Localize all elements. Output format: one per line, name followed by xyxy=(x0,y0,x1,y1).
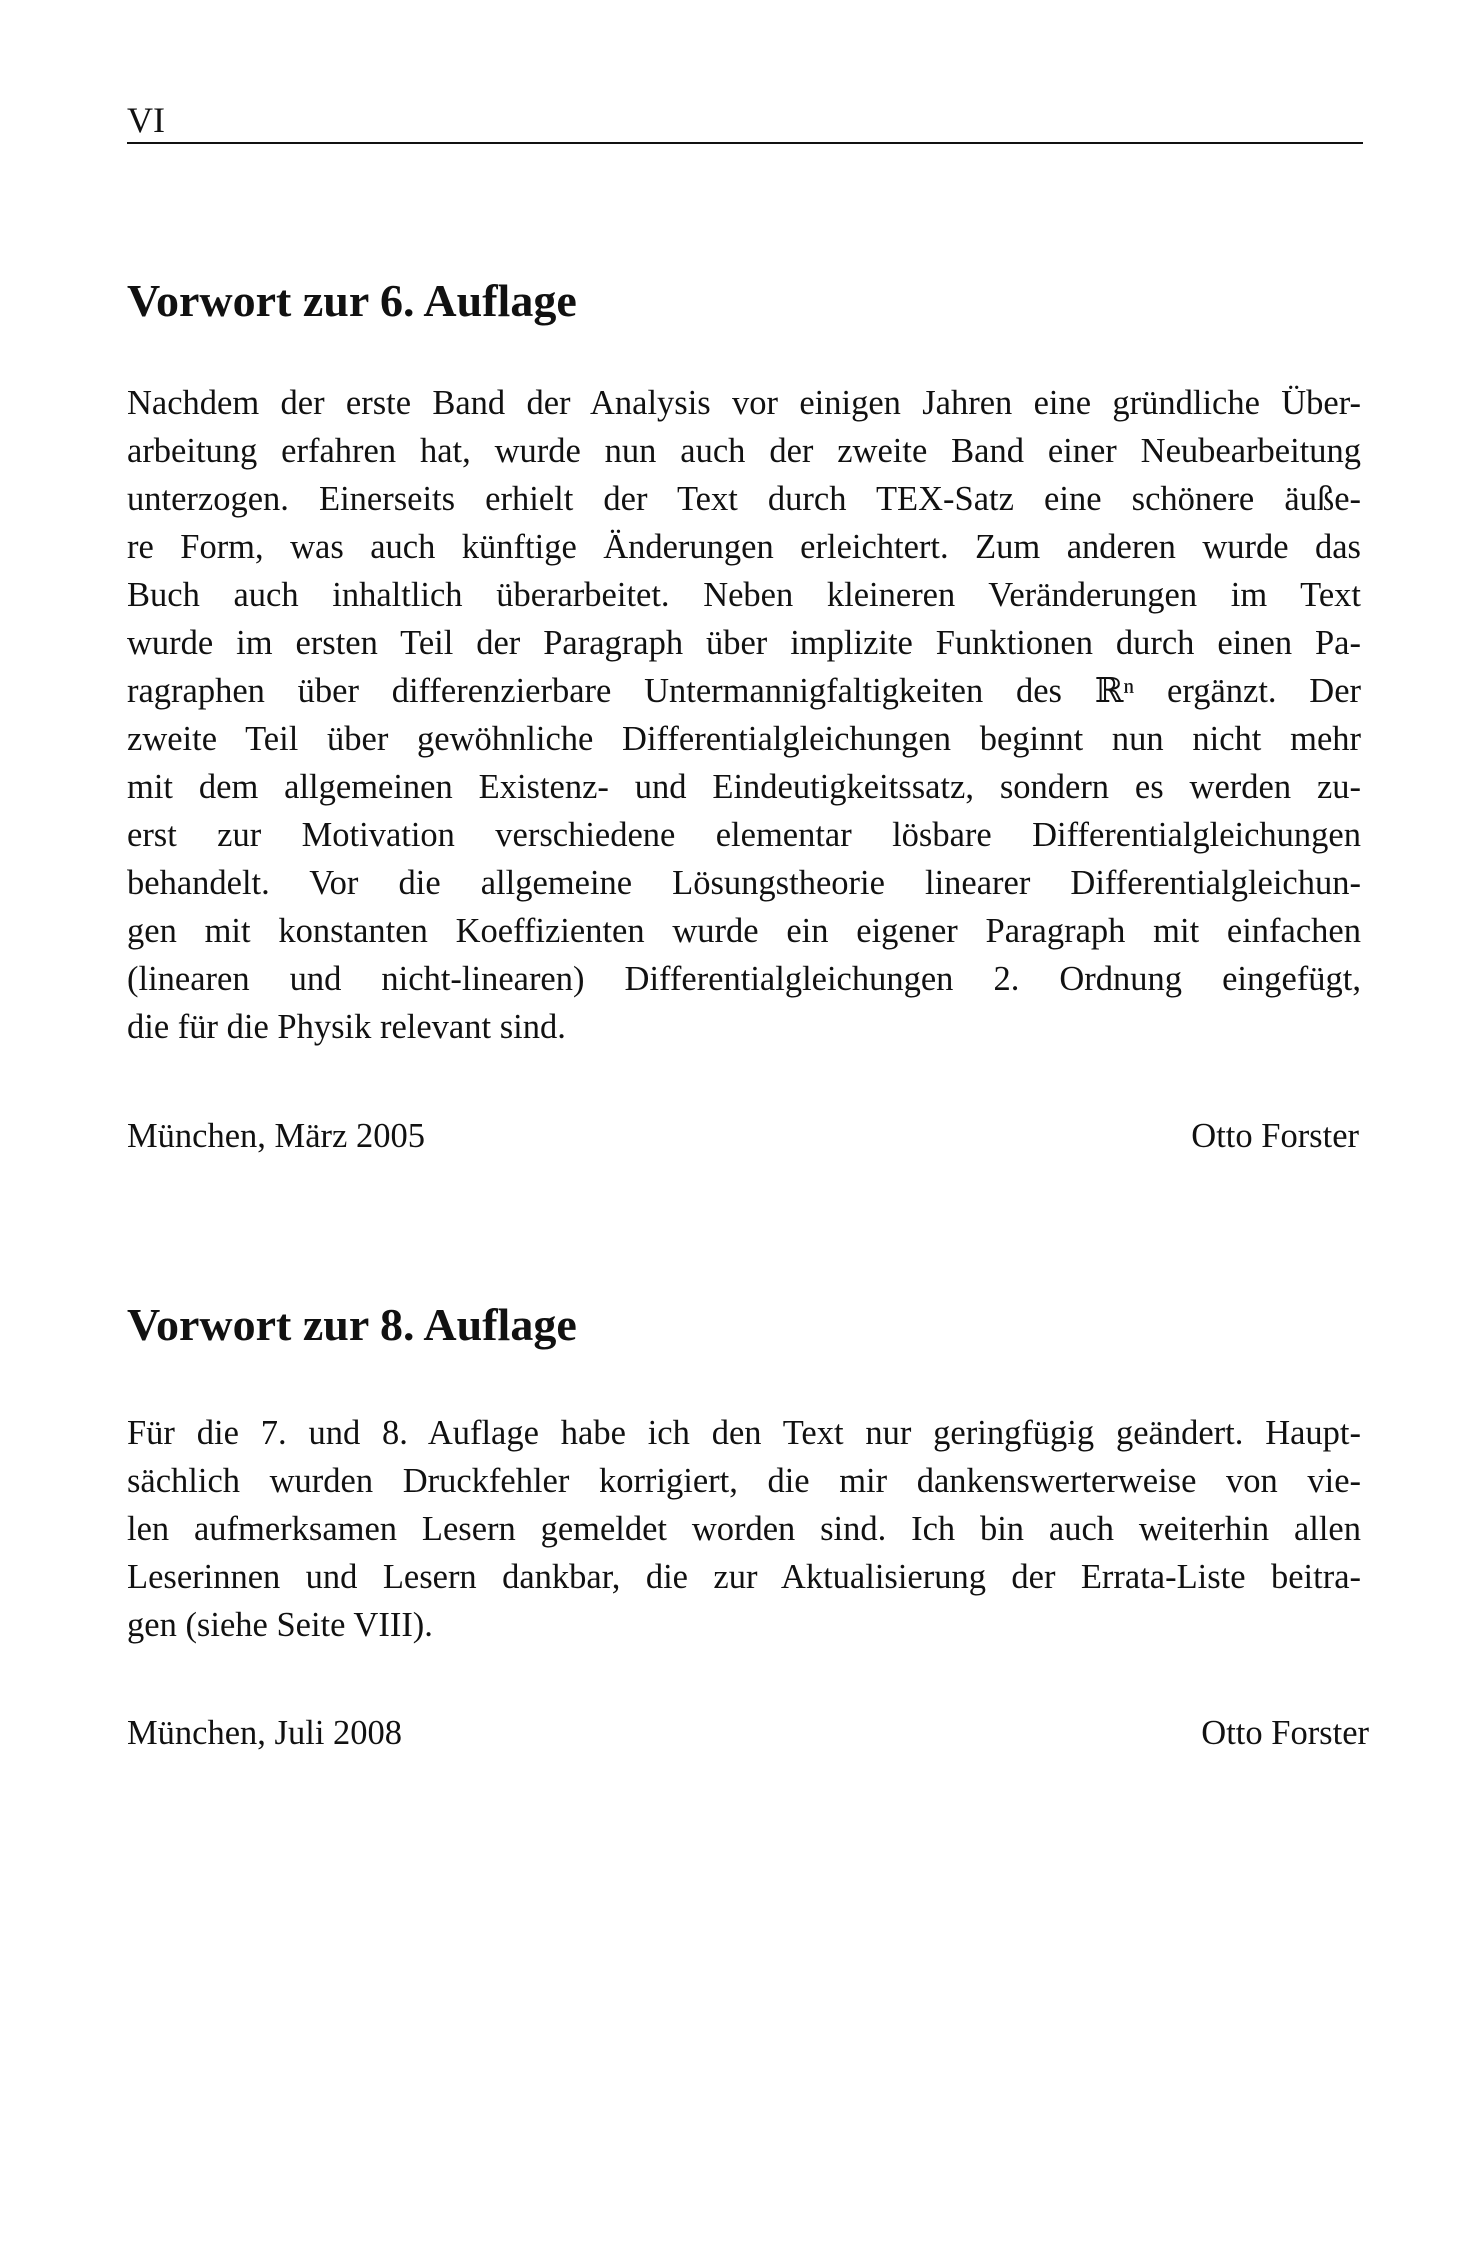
paragraph-line: (linearen und nicht-linearen) Differentialgleichungen 2. Ordnung eingefügt, xyxy=(127,960,1361,998)
section-title-8: Vorwort zur 8. Auflage xyxy=(127,1299,577,1350)
paragraph-line: mit dem allgemeinen Existenz- und Eindeutigkeitssatz, sondern es werden zu- xyxy=(127,768,1361,806)
paragraph-line: zweite Teil über gewöhnliche Differentialgleichungen beginnt nun nicht mehr xyxy=(127,720,1361,758)
place-date: München, März 2005 xyxy=(127,1117,425,1155)
paragraph-line: Nachdem der erste Band der Analysis vor einigen Jahren eine gründliche Über- xyxy=(127,384,1361,422)
paragraph-line: len aufmerksamen Lesern gemeldet worden sind. Ich bin auch weiterhin allen xyxy=(127,1510,1361,1548)
paragraph-line: Für die 7. und 8. Auflage habe ich den Text nur geringfügig geändert. Haupt- xyxy=(127,1414,1361,1452)
paragraph-line: Leserinnen und Lesern dankbar, die zur Aktualisierung der Errata-Liste beitra- xyxy=(127,1558,1361,1596)
paragraph-line: behandelt. Vor die allgemeine Lösungstheorie linearer Differentialgleichun- xyxy=(127,864,1361,902)
paragraph-line: ragraphen über differenzierbare Untermannigfaltigkeiten des ℝⁿ ergänzt. Der xyxy=(127,672,1361,710)
paragraph-line: erst zur Motivation verschiedene elementar lösbare Differentialgleichungen xyxy=(127,816,1361,854)
page-header xyxy=(127,98,1363,144)
paragraph-line: Buch auch inhaltlich überarbeitet. Neben kleineren Veränderungen im Text xyxy=(127,576,1361,614)
paragraph-line: sächlich wurden Druckfehler korrigiert, die mir dankenswerterweise von vie- xyxy=(127,1462,1361,1500)
author-signature: Otto Forster xyxy=(1201,1714,1369,1752)
section-title-6: Vorwort zur 6. Auflage xyxy=(127,275,577,326)
paragraph-line: arbeitung erfahren hat, wurde nun auch der zweite Band einer Neubearbeitung xyxy=(127,432,1361,470)
paragraph-line: die für die Physik relevant sind. xyxy=(127,1008,566,1046)
paragraph-line: unterzogen. Einerseits erhielt der Text durch TEX-Satz eine schönere äuße- xyxy=(127,480,1361,518)
paragraph-line: gen (siehe Seite VIII). xyxy=(127,1606,433,1644)
author-signature: Otto Forster xyxy=(1191,1117,1359,1155)
page-number: VI xyxy=(127,100,165,140)
paragraph-line: gen mit konstanten Koeffizienten wurde ein eigener Paragraph mit einfachen xyxy=(127,912,1361,950)
paragraph-line: wurde im ersten Teil der Paragraph über implizite Funktionen durch einen Pa- xyxy=(127,624,1361,662)
paragraph-line: re Form, was auch künftige Änderungen erleichtert. Zum anderen wurde das xyxy=(127,528,1361,566)
place-date: München, Juli 2008 xyxy=(127,1714,403,1752)
